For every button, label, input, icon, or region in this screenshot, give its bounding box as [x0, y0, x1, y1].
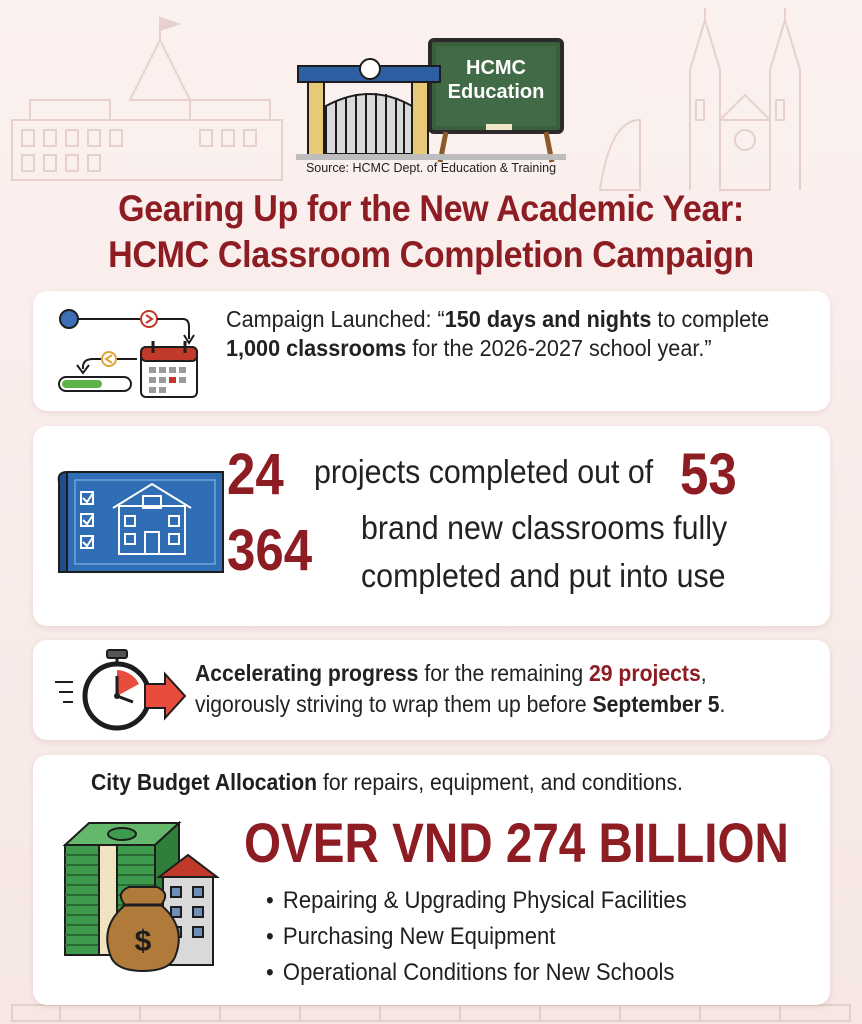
- campaign-target: 1,000 classrooms: [226, 335, 407, 361]
- budget-amount: OVER VND 274 BILLION: [244, 811, 789, 874]
- projects-completed-number: 24: [227, 442, 284, 507]
- page-title: [34, 186, 827, 278]
- campaign-text: [226, 305, 781, 363]
- title-line-1: Gearing Up for the New Academic Year:: [118, 188, 744, 229]
- budget-item: • Repairing & Upgrading Physical Facilities: [266, 883, 687, 919]
- budget-heading-text: for repairs, equipment, and conditions.: [317, 769, 683, 795]
- classrooms-text-2: completed and put into use: [361, 557, 726, 594]
- school-blueprint-icon: [57, 466, 227, 578]
- progress-lead: Accelerating progress: [195, 660, 419, 686]
- progress-text-1: for the remaining: [418, 660, 589, 686]
- progress-text: [195, 658, 784, 720]
- campaign-suffix: for the 2026-2027 school year.”: [406, 335, 712, 361]
- campaign-card: [33, 291, 830, 411]
- budget-item: • Operational Conditions for New Schools: [266, 955, 687, 991]
- progress-card: [33, 640, 830, 740]
- deadline-date: September 5: [592, 691, 720, 717]
- budget-heading: [91, 769, 683, 796]
- projects-text: projects completed out of: [314, 453, 654, 490]
- stats-card: [33, 426, 830, 626]
- classrooms-number: 364: [227, 518, 313, 583]
- classrooms-text-1: brand new classrooms fully: [361, 509, 728, 546]
- source-caption: Source: HCMC Dept. of Education & Training: [305, 161, 557, 175]
- progress-text-3: .: [719, 691, 726, 717]
- budget-item: • Purchasing New Equipment: [266, 919, 687, 955]
- budget-heading-bold: City Budget Allocation: [91, 769, 318, 795]
- campaign-prefix: Campaign Launched: “: [226, 306, 445, 332]
- board-text-1: HCMC: [466, 57, 526, 79]
- title-line-2: HCMC Classroom Completion Campaign: [108, 234, 754, 275]
- timeline-calendar-icon: [53, 303, 203, 401]
- board-text-2: Education: [447, 81, 545, 103]
- progress-text-2: , vigorously striving to wrap them up before: [195, 660, 707, 717]
- money-stack-icon: [59, 815, 229, 975]
- budget-card: [33, 755, 830, 1005]
- budget-items-list: [266, 883, 723, 991]
- campaign-mid: to complete: [651, 306, 770, 332]
- remaining-projects: 29 projects: [588, 660, 701, 686]
- stopwatch-icon: [53, 648, 188, 732]
- dollar-sign-glyph: $: [134, 925, 152, 958]
- projects-total-number: 53: [680, 442, 737, 507]
- school-gate-chalkboard-illustration: [296, 36, 566, 166]
- campaign-duration: 150 days and nights: [444, 306, 652, 332]
